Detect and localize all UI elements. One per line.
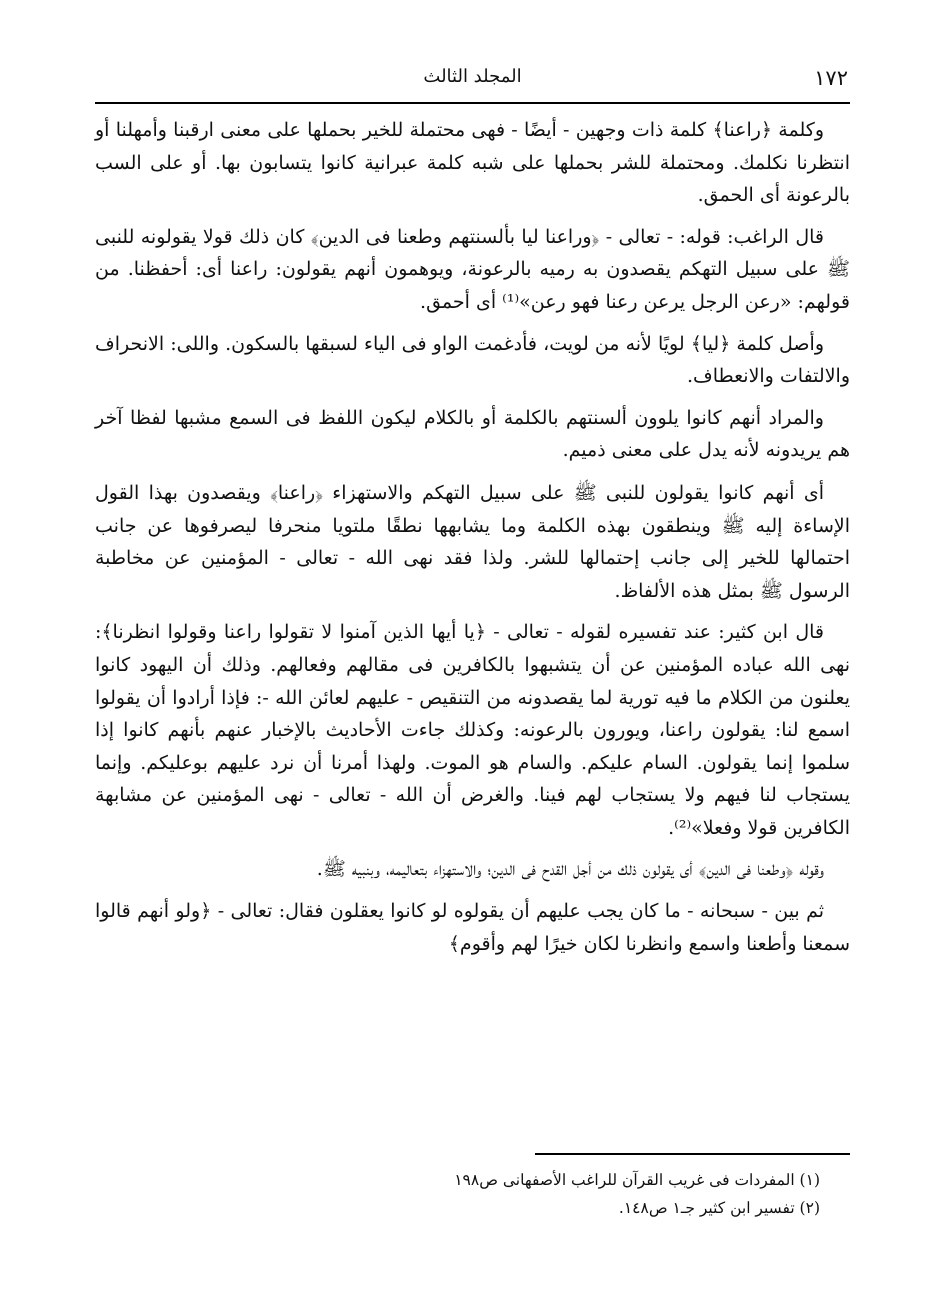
- paragraph: وقوله ﴿وطعنا فى الدين﴾ أى يقولون ذلك من أجل القدح فى الدين؛ والاستهزاء بتعاليمه، وبنبيه ﷺ.: [316, 858, 824, 881]
- footnote: (١) المفردات فى غريب القرآن للراغب الأصفهانى ص١٩٨: [454, 1171, 820, 1189]
- page-number: ١٧٢: [814, 66, 848, 90]
- paragraph: قال الراغب: قوله: - تعالى - ﴿وراعنا ليا بألسنتهم وطعنا فى الدين﴾ كان ذلك قولا يقولونه للنبى ﷺ على سبيل التهكم يقصدون به رميه بالرعونة، ويوهمون أنهم يقولون: راعنا أى: أحفظنا. من قولهم: «رعن الرجل يرعن رعنا فهو رعن»⁽¹⁾ أى أحمق.: [95, 225, 850, 313]
- page-body: [95, 114, 850, 969]
- paragraph: وأصل كلمة ﴿ليا﴾ لويًا لأنه من لويت، فأدغمت الواو فى الياء لسبقها بالسكون. واللى: الانحراف والالتفات والانعطاف.: [95, 332, 850, 388]
- paragraph: ثم بين - سبحانه - ما كان يجب عليهم أن يقولوه لو كانوا يعقلون فقال: تعالى - ﴿ولو أنهم قالوا سمعنا وأطعنا واسمع وانظرنا لكان خيرًا لهم وأقوم﴾: [95, 900, 850, 955]
- paragraph: والمراد أنهم كانوا يلوون ألسنتهم بالكلمة أو بالكلام ليكون اللفظ فى السمع مشبها لفظا آخر هم يريدونه لأنه يدل على معنى ذميم.: [95, 406, 850, 462]
- footnote: (٢) تفسير ابن كثير جـ١ ص١٤٨.: [618, 1199, 820, 1217]
- footnotes: [95, 1166, 820, 1222]
- running-head: المجلد الثالث: [423, 66, 522, 87]
- paragraph: وكلمة ﴿راعنا﴾ كلمة ذات وجهين - أيضًا - فهى محتملة للخير بحملها على معنى ارقبنا وأمهلنا أو انتظرنا نكلمك. ومحتملة للشر بحملها على شبه كلمة عبرانية كانوا يتسابون بها. أو على السب بالرعونة أى الحمق.: [95, 119, 850, 207]
- footnote-divider: [535, 1153, 850, 1155]
- paragraph: أى أنهم كانوا يقولون للنبى ﷺ على سبيل التهكم والاستهزاء ﴿راعنا﴾ ويقصدون بهذا القول الإساءة إليه ﷺ وينطقون بهذه الكلمة وما يشابهها نطقًا ملتويا منحرفا ليصرفوها عن جانب احتمالها للخير إلى جانب إحتمالها للشر. ولذا فقد نهى الله - تعالى - المؤمنين عن مخاطبة الرسول ﷺ بمثل هذه الألفاظ.: [95, 481, 850, 602]
- paragraph: قال ابن كثير: عند تفسيره لقوله - تعالى - ﴿يا أيها الذين آمنوا لا تقولوا راعنا وقولوا انظرنا﴾: نهى الله عباده المؤمنين عن أن يتشبهوا بالكافرين فى مقالهم وفعالهم. وذلك أن اليهود كانوا يعلنون من الكلام ما فيه تورية لما يقصدونه من التنقيص - عليهم لعائن الله -: فإذا أرادوا أن يقولوا اسمع لنا: يقولون راعنا، ويورون بالرعونه: وكذلك جاءت الأحاديث بالإخبار عنهم بأنهم كانوا إذا سلموا إنما يقولون. السام عليكم. والسام هو الموت. ولهذا أمرنا أن نرد عليهم بوعليكم. وإنما يستجاب لنا فيهم ولا يستجاب لهم فينا. والغرض أن الله - تعالى - نهى المؤمنين عن مشابهة الكافرين قولا وفعلا»⁽²⁾.: [95, 621, 850, 839]
- page-header: [95, 58, 850, 104]
